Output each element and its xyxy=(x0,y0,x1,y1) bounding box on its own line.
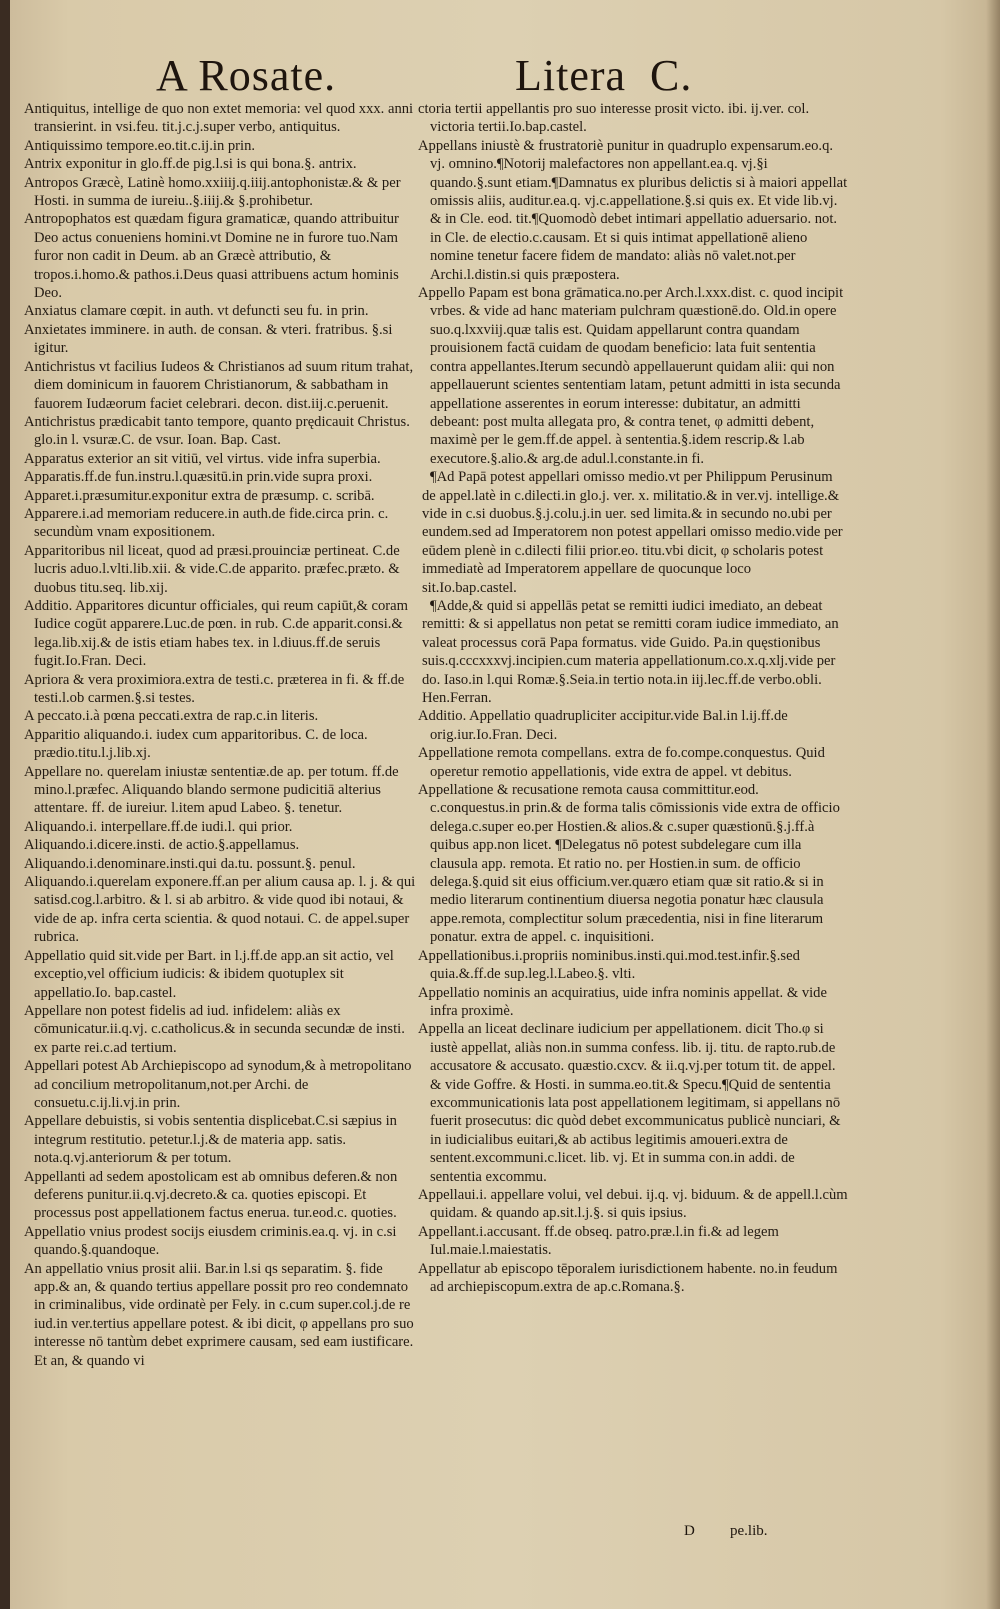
dictionary-entry: Appellant.i.accusant. ff.de obseq. patro.præ.l.in fi.& ad legem Iul.maie.l.maiestatis. xyxy=(418,1223,779,1259)
dictionary-entry: A peccato.i.à pœna peccati.extra de rap.c.in literis. xyxy=(24,708,319,725)
dictionary-entry: Anxiatus clamare cœpit. in auth. vt defuncti seu fu. in prin. xyxy=(24,303,369,320)
dictionary-entry: Appellare debuistis, si vobis sententia displicebat.C.si sæpius in integrum restitutio. petetur.l.j.& de materia app. satis. nota.q.vj.anteriorum & per totum. xyxy=(24,1113,397,1167)
dictionary-entry: Apparitio aliquando.i. iudex cum apparitoribus. C. de loca. prædio.titu.l.j.lib.xj. xyxy=(24,726,368,762)
signature-mark: D xyxy=(684,1523,695,1539)
dictionary-entry: Appellare non potest fidelis ad iud. infidelem: aliàs ex cōmunicatur.ii.q.vj. c.catholicus.& in secunda secundæ de insti. ex parte rei.c.ad tertium. xyxy=(24,1002,405,1056)
dictionary-entry: Antichristus prædicabit tanto tempore, quanto prędicauit Christus. glo.in l. vsuræ.C. de vsur. Ioan. Bap. Cast. xyxy=(24,413,410,449)
book-page xyxy=(10,0,1000,1609)
dictionary-entry: Appellatione & recusatione remota causa committitur.eod. c.conquestus.in prin.& de forma talis cōmissionis vide extra de officio delega.c.super eo.per Hostien.& alios.& c.super quæstionū.§.j.ff.à quibus app.non licet. ¶Delegatus nō potest subdelegare cum illa clausula app. remota. Et ratio no. per Hostien.in sum. de officio delega.§.quid sit eius officium.ver.quæro etiam quæ sit ratio.& si in medio literarum continentium diuersa negotia ponatur hæc clausula appe.remota, complectitur solum præcedentia, nisi in fine literarum ponatur. extra de appel. c. inquisitioni. xyxy=(418,782,840,946)
dictionary-entry: Aliquando.i.dicere.insti. de actio.§.appellamus. xyxy=(24,837,300,854)
dictionary-entry: Appellatione remota compellans. extra de fo.compe.conquestus. Quid operetur remotio appellationis, vide extra de appel. vt debitus. xyxy=(418,745,825,780)
dictionary-entry: Appellatio nominis an acquiratius, uide infra nominis appellat. & vide infra proximè. xyxy=(418,984,827,1019)
dictionary-entry: Apparet.i.præsumitur.exponitur extra de præsump. c. scribā. xyxy=(24,487,375,504)
dictionary-entry: An appellatio vnius prosit alii. Bar.in l.si qs separatim. §. fide app.& an, & quando tertius appellare possit pro reo condemnato in criminalibus, vide ordinatè per Fely. in c.cum super.col.j.de re iud.in ver.tertius appellare potest. & ibi dicit, φ appellans pro suo interesse nō tantùm debet exprimere causam, sed eam iustificare. Et an, & quando vi xyxy=(24,1260,414,1369)
dictionary-entry: Antrix exponitur in glo.ff.de pig.l.si is qui bona.§. antrix. xyxy=(24,156,357,173)
dictionary-entry: Additio. Appellatio quadrupliciter accipitur.vide Bal.in l.ij.ff.de orig.iur.Io.Fran. Deci. xyxy=(418,708,788,743)
left-column xyxy=(24,100,416,1370)
running-header xyxy=(10,44,1000,104)
dictionary-entry: Apparere.i.ad memoriam reducere.in auth.de fide.circa prin. c. secundùm vnam expositionem. xyxy=(24,505,389,541)
dictionary-entry: Appellanti ad sedem apostolicam est ab omnibus deferen.& non deferens punitur.ii.q.vj.decreto.& ca. quoties episcopi. Et processus post appellationem factus enerua. tur.eod.c. quoties. xyxy=(24,1168,398,1222)
dictionary-entry: ¶Ad Papā potest appellari omisso medio.vt per Philippum Perusinum de appel.latè in c.dilecti.in glo.j. ver. x. militatio.& in ver.vj. intellige.& vide in c.si duobus.§.j.colu.j.in uer. sed limita.& in secundo no.ubi per eundem.sed ad Imperatorem non potest appellari omisso medio.vide per eūdem plenè in c.dilecti filii prior.eo. titu.vbi dicit, φ scholaris potest immediatè ad Imperatorem appellare de quocunque loco sit.Io.bap.castel. xyxy=(422,469,843,596)
catchword: pe.lib. xyxy=(730,1523,768,1539)
dictionary-entry: Appellare no. querelam iniustæ sententiæ.de ap. per totum. ff.de mino.l.præfec. Aliquando blando sermone pudicitiā alterius attentare. ff. de iureiur. l.item apud Labeo. §. tenetur. xyxy=(24,763,399,817)
dictionary-entry: Appellatio vnius prodest socijs eiusdem criminis.ea.q. vj. in c.si quando.§.quandoque. xyxy=(24,1223,397,1259)
dictionary-entry: ctoria tertii appellantis pro suo interesse prosit victo. ibi. ij.ver. col. victoria tertii.Io.bap.castel. xyxy=(418,101,810,136)
dictionary-entry: Additio. Apparitores dicuntur officiales, qui reum capiūt,& coram Iudice cogūt apparere.Luc.de pœn. in rub. C.de apparit.consi.& lega.lib.xij.& de istis etiam habes tex. in l.diuus.ff.de seruis fugit.Io.Fran. Deci. xyxy=(24,597,408,670)
dictionary-entry: Appellatio quid sit.vide per Bart. in l.j.ff.de app.an sit actio, vel exceptio,vel officium iudicis: & ibidem quotuplex sit appellatio.Io. bap.castel. xyxy=(24,947,394,1001)
dictionary-entry: Aliquando.i. interpellare.ff.de iudi.l. qui prior. xyxy=(24,818,293,835)
dictionary-entry: Anxietates imminere. in auth. de consan. & vteri. fratribus. §.si igitur. xyxy=(24,321,393,357)
dictionary-entry: Aliquando.i.querelam exponere.ff.an per alium causa ap. l. j. & qui satisd.cog.l.arbitro. & l. si ab arbitro. & vide quod ibi notaui, & vide de ap. infra certa scientia. & quod notaui. C. de appel.super rubrica. xyxy=(24,874,416,946)
dictionary-entry: Appello Papam est bona grāmatica.no.per Arch.l.xxx.dist. c. quod incipit vrbes. & vide ad hanc materiam pulchram quæstionē.do. Old.in opere suo.q.lxxviij.quæ talis est. Quidam appellarunt contra quandam prouisionem factā cuidam de quodam beneficio: lata fuit sententia contra appellantes.Iterum secundò appellauerunt quidam alii: qui non appellauerunt scientes sententiam latam, petunt admitti in ista secunda appellatione asserentes in eorum interesse: dubitatur, an admitti debeant: post multa allegata pro, & contra tenet, φ admitti debent, maximè per le gem.ff.de appel. à sententia.§.idem rescrip.& l.ab executore.§.alio.& arg.de adul.l.constante.in fi. xyxy=(418,285,844,467)
dictionary-entry: Appellans iniustè & frustratoriè punitur in quadruplo expensarum.eo.q. vj. omnino.¶Notorij malefactores non appellant.ea.q. vj.§i quando.§.sunt etiam.¶Damnatus ex pluribus delictis si à maiori appellat omissis aliis, auditur.ea.q. vj.c.appellatione.§.si quis ex. Et vide lib.vj. & in Cle. eod. tit.¶Quomodò debet intimari appellatio aduersario. not. in Cle. de electio.c.causam. Et si quis intimat appellationē alieno nomine tenetur facere fidem de mandato: aliàs nō valet.not.per Archi.l.distin.si quis præpostera. xyxy=(418,137,848,283)
dictionary-entry: Antichristus vt facilius Iudeos & Christianos ad suum ritum trahat, diem dominicum in fauorem Christianorum, & sabbatham in fauorem Iudæorum faciet celebrari. decon. dist.iij.c.peruenit. xyxy=(24,358,414,412)
dictionary-entry: Apriora & vera proximiora.extra de testi.c. præterea in fi. & ff.de testi.l.ob carmen.§.si testes. xyxy=(24,671,405,706)
dictionary-entry: Antiquissimo tempore.eo.tit.c.ij.in prin. xyxy=(24,137,256,154)
dictionary-entry: Antiquitus, intellige de quo non extet memoria: vel quod xxx. anni transierint. in vsi.feu. tit.j.c.j.super verbo, antiquitus. xyxy=(24,101,414,136)
dictionary-entry: Antropophatos est quædam figura gramaticæ, quando attribuitur Deo actus conueniens homini.vt Domine ne in furore tuo.Nam furor non cadit in Deum. ab an Græcè attributio, & tropos.i.homo.& pathos.i.Deus quasi attribuens actum hominis Deo. xyxy=(24,211,399,302)
header-center: Litera xyxy=(515,51,627,100)
dictionary-entry: ¶Adde,& quid si appellās petat se remitti iudici imediato, an debeat remitti: & si appellatus non petat se remitti coram iudice immediato, an valeat processus corā Papa formatus. vide Guido. Pa.in quęstionibus suis.q.cccxxxvj.incipien.cum materia appellationum.co.x.q.xlj.vide per do. Iaso.in l.qui Romæ.§.Seia.in tertio nota.in iij.lec.ff.de verbo.obli. Hen.Ferran. xyxy=(422,597,839,706)
dictionary-entry: Apparatis.ff.de fun.instru.l.quæsitū.in prin.vide supra proxi. xyxy=(24,469,373,486)
dictionary-entry: Antropos Græcè, Latinè homo.xxiiij.q.iiij.antophonistæ.& & per Hosti. in summa de iureiu..§.iiij.& §.prohibetur. xyxy=(24,174,401,210)
dictionary-entry: Appellationibus.i.propriis nominibus.insti.qui.mod.test.infir.§.sed quia.&.ff.de sup.leg.l.Labeo.§. vlti. xyxy=(418,947,800,983)
header-right: C. xyxy=(650,51,693,100)
dictionary-entry: Appellaui.i. appellare volui, vel debui. ij.q. vj. biduum. & de appell.l.cùm quidam. & quando ap.sit.l.j.§. si quis ipsius. xyxy=(418,1186,848,1222)
dictionary-entry: Aliquando.i.denominare.insti.qui da.tu. possunt.§. penul. xyxy=(24,855,356,872)
header-left: A Rosate. xyxy=(156,51,337,100)
dictionary-entry: Appellatur ab episcopo tēporalem iurisdictionem habente. no.in feudum ad archiepiscopum.extra de ap.c.Romana.§. xyxy=(418,1260,838,1295)
dictionary-entry: Apparatus exterior an sit vitiū, vel virtus. vide infra superbia. xyxy=(24,450,381,467)
dictionary-entry: Appella an liceat declinare iudicium per appellationem. dicit Tho.φ si iustè appellat, aliàs non.in summa confess. lib. ij. titu. de rapto.rub.de accusatore & accusato. quæstio.cxcv. & ii.q.vj.per totum tit. de appel. & vide Goffre. & Hosti. in summa.eo.tit.& Specu.¶Quid de sententia excommunicationis lata post appellationem legitimam, si appellans nō fuerit prosecutus: dic quòd debet excommunicatus publicè nunciari, & in iudicialibus euitari,& ab actibus legitimis amoueri.extra de sentent.excommuni.c.licet. lib. vj. Et in summa con.in addi. de sententia excommu. xyxy=(418,1021,841,1185)
right-column xyxy=(418,100,848,1296)
dictionary-entry: Appellari potest Ab Archiepiscopo ad synodum,& à metropolitano ad concilium metropolitanum,not.per Archi. de consuetu.c.ij.li.vj.in prin. xyxy=(24,1058,412,1111)
dictionary-entry: Apparitoribus nil liceat, quod ad præsi.prouinciæ pertineat. C.de lucris aduo.l.vlti.lib.xii. & vide.C.de apparito. præfec.præto. & duobus titu.seq. lib.xij. xyxy=(24,542,400,596)
